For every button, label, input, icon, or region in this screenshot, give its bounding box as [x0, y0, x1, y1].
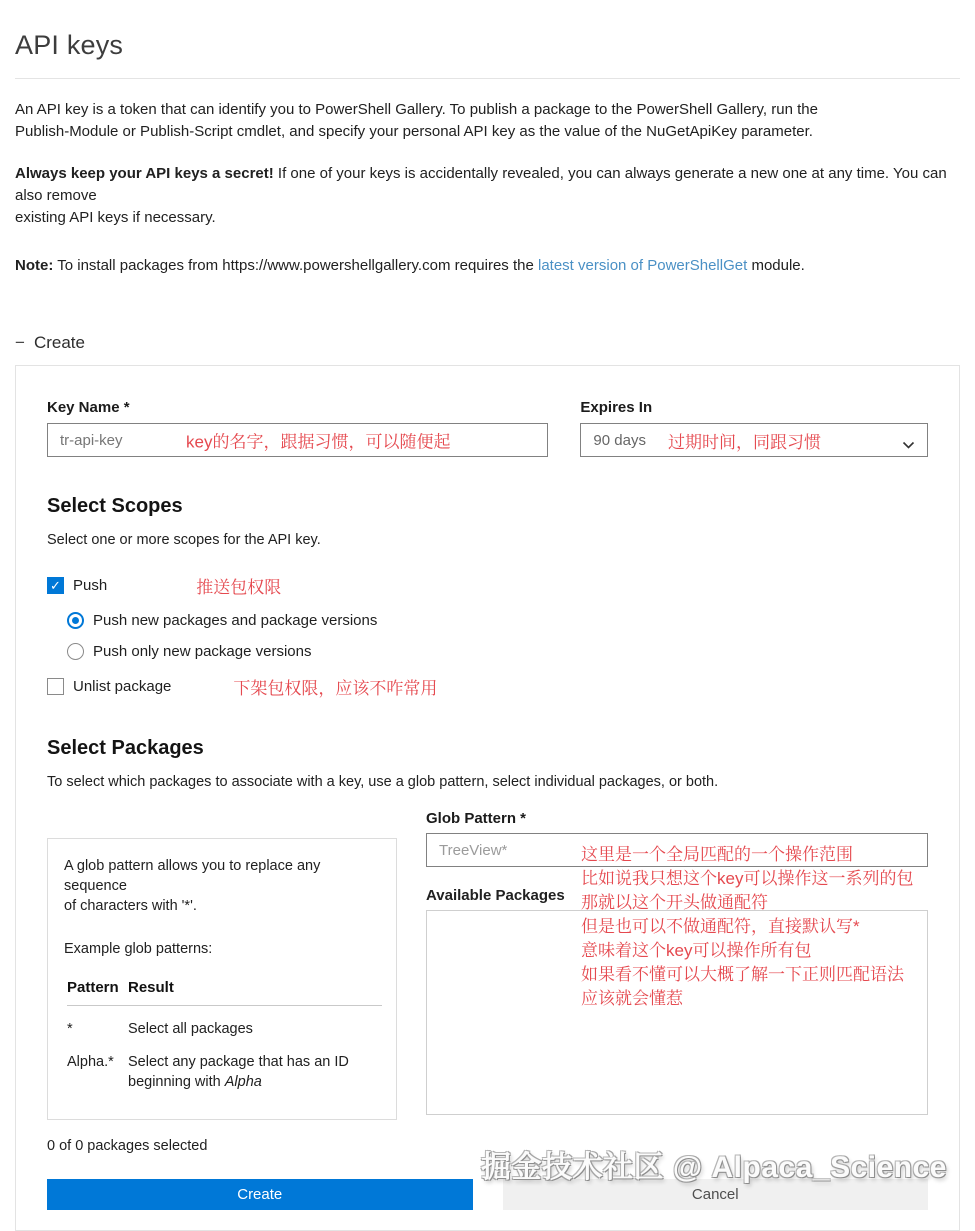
push-only-versions-radio-label[interactable]: Push only new package versions	[93, 643, 312, 660]
result-text: Select all packages	[128, 1021, 253, 1037]
glob-table-divider	[67, 1005, 382, 1006]
pattern-cell: Alpha.*	[67, 1054, 114, 1070]
watermark: 掘金技术社区 @ Alpaca_Science	[481, 1151, 947, 1184]
powershellget-link[interactable]: latest version of PowerShellGet	[538, 257, 748, 274]
key-name-label: Key Name *	[47, 399, 130, 416]
unlist-annotation: 下架包权限，应该不咋常用	[233, 679, 438, 698]
available-packages-label: Available Packages	[426, 887, 565, 904]
select-scopes-subtitle: Select one or more scopes for the API key.	[47, 532, 321, 548]
push-new-packages-radio-row	[67, 612, 928, 629]
push-only-versions-radio-row	[67, 643, 928, 660]
glob-annotation-line: 应该就会懂惹	[581, 989, 683, 1008]
push-scope-row	[47, 573, 928, 598]
key-name-field-group	[47, 399, 548, 457]
cancel-button[interactable]: Cancel	[503, 1179, 929, 1210]
collapse-icon: −	[15, 333, 25, 352]
unlist-scope-row	[47, 674, 928, 699]
note-text-after-link: module.	[747, 257, 805, 274]
expires-in-field-group	[580, 399, 928, 457]
expires-in-select[interactable]	[580, 423, 928, 457]
secret-line-1	[15, 163, 960, 207]
form-buttons-row	[47, 1179, 928, 1210]
select-packages-subtitle: To select which packages to associate with a key, use a glob pattern, select individual packages, or both.	[47, 774, 719, 790]
create-key-form	[15, 365, 960, 1231]
glob-annotation-line: 意味着这个key可以操作所有包	[581, 941, 812, 960]
note-bold: Note:	[15, 257, 54, 274]
glob-examples-label: Example glob patterns:	[64, 941, 213, 957]
unlist-checkbox-label[interactable]: Unlist package	[73, 678, 172, 695]
glob-help-column	[47, 810, 397, 1120]
intro-line-2: Publish-Module or Publish-Script cmdlet, and specify your personal API key as the value of the NuGetApiKey parameter.	[15, 123, 813, 140]
secret-line-2: existing API keys if necessary.	[15, 209, 216, 226]
push-new-packages-radio[interactable]	[67, 612, 84, 629]
api-keys-page	[0, 30, 975, 1231]
result-text: Select any package that has an ID beginning with	[128, 1054, 349, 1090]
checkmark-icon: ✓	[50, 578, 61, 593]
glob-annotation-line: 如果看不懂可以大概了解一下正则匹配语法	[581, 965, 904, 984]
glob-annotation-line: 比如说我只想这个key可以操作这一系列的包	[581, 869, 914, 888]
pattern-cell: *	[67, 1021, 73, 1037]
chevron-down-icon	[902, 437, 915, 454]
push-only-versions-radio[interactable]	[67, 643, 84, 660]
glob-examples-table	[67, 979, 382, 1092]
secret-line-1-rest: If one of your keys is accidentally revealed, you can always generate a new one at any time. You can also remove	[15, 165, 947, 204]
glob-annotation-line: 这里是一个全局匹配的一个操作范围	[581, 845, 853, 864]
intro-paragraph	[15, 99, 960, 143]
packages-columns	[47, 810, 928, 1120]
glob-table-header	[67, 979, 382, 996]
key-name-annotation: key的名字，跟据习惯，可以随便起	[186, 432, 451, 452]
unlist-checkbox[interactable]	[47, 678, 64, 695]
push-annotation: 推送包权限	[196, 578, 282, 597]
push-new-packages-radio-label[interactable]: Push new packages and package versions	[93, 612, 378, 629]
expires-in-value: 90 days	[593, 431, 646, 449]
table-row	[67, 1052, 382, 1092]
note-text-before-link: To install packages from https://www.powershellgallery.com requires the	[53, 257, 538, 274]
create-button[interactable]: Create	[47, 1179, 473, 1210]
available-packages-list[interactable]	[426, 910, 928, 1115]
key-name-input[interactable]	[47, 423, 548, 457]
packages-selected-count: 0 of 0 packages selected	[47, 1138, 208, 1154]
glob-pattern-column	[426, 810, 928, 1120]
expires-in-annotation: 过期时间，同跟习惯	[667, 432, 821, 452]
title-divider	[15, 78, 960, 79]
glob-help-line-2: of characters with '*'.	[64, 898, 197, 914]
key-settings-row	[47, 399, 928, 457]
glob-annotation-line: 但是也可以不做通配符，直接默认写*	[581, 917, 860, 936]
expires-in-label: Expires In	[580, 399, 653, 416]
radio-dot	[72, 617, 79, 624]
intro-section	[15, 99, 960, 277]
result-cell	[128, 1019, 253, 1039]
glob-help-box	[47, 838, 397, 1120]
intro-line-1: An API key is a token that can identify you to PowerShell Gallery. To publish a package to the PowerShell Gallery, run the	[15, 101, 818, 118]
result-italic-text: Alpha	[224, 1074, 262, 1090]
push-checkbox-label[interactable]: Push	[73, 577, 108, 594]
key-name-input-wrap	[47, 423, 548, 457]
note-paragraph	[15, 255, 960, 277]
select-packages-heading: Select Packages	[47, 737, 204, 759]
pattern-column-header: Pattern	[67, 979, 119, 996]
glob-help-line-1: A glob pattern allows you to replace any sequence	[64, 858, 321, 894]
glob-pattern-input-wrap	[426, 833, 928, 867]
secret-warning-bold: Always keep your API keys a secret!	[15, 165, 274, 182]
push-checkbox[interactable]	[47, 577, 64, 594]
create-section-toggle[interactable]	[15, 333, 960, 353]
glob-pattern-input[interactable]	[426, 833, 928, 867]
glob-pattern-label: Glob Pattern *	[426, 810, 527, 827]
select-scopes-heading: Select Scopes	[47, 495, 183, 517]
page-title: API keys	[15, 30, 124, 60]
glob-annotation-line: 那就以这个开头做通配符	[581, 893, 768, 912]
result-column-header: Result	[128, 979, 174, 996]
table-row	[67, 1019, 382, 1039]
result-cell	[128, 1052, 382, 1092]
secret-paragraph	[15, 163, 960, 229]
create-section-label: Create	[33, 333, 85, 352]
